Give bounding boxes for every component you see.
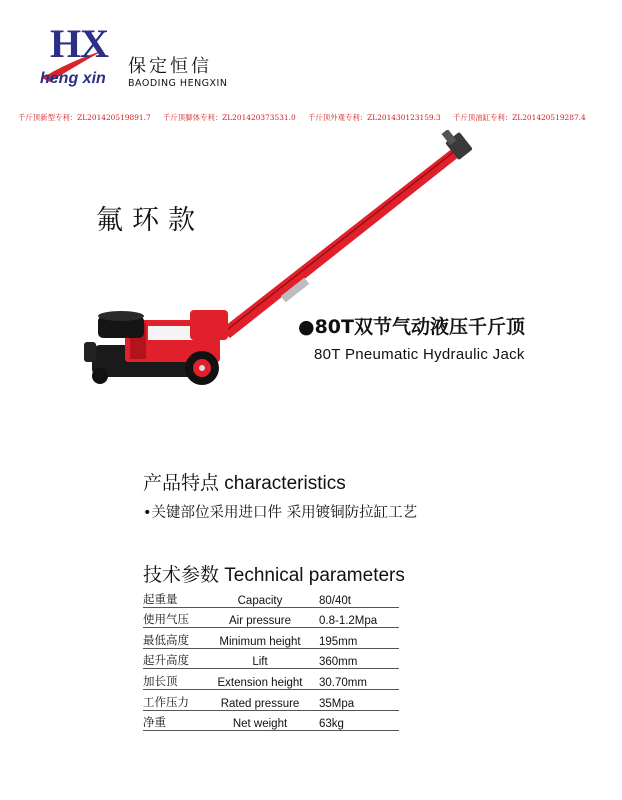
patent-item: 千斤顶新型专利：ZL201420519891.7	[18, 113, 151, 122]
table-row	[143, 689, 399, 710]
param-value: 195mm	[319, 628, 399, 649]
param-name-en: Extension height	[201, 669, 319, 690]
param-name-en: Minimum height	[201, 628, 319, 649]
param-name-cn: 起升高度	[143, 648, 201, 669]
logo-monogram: HX	[50, 21, 108, 66]
variant-label: 氟环款	[96, 205, 204, 236]
param-name-cn: 工作压力	[143, 689, 201, 710]
param-name-cn: 净重	[143, 710, 201, 731]
table-row	[143, 648, 399, 669]
param-name-en: Rated pressure	[201, 689, 319, 710]
table-row	[143, 669, 399, 690]
patent-item: 千斤顶油缸专利：ZL201420519287.4	[453, 113, 586, 122]
company-name-cn: 保定恒信	[128, 56, 212, 77]
table-row	[143, 710, 399, 731]
param-name-cn: 最低高度	[143, 628, 201, 649]
param-name-en: Lift	[201, 648, 319, 669]
patent-list	[18, 112, 618, 123]
parameters-table	[143, 587, 399, 731]
jack-handle	[220, 130, 473, 338]
param-name-en: Air pressure	[201, 607, 319, 628]
table-row	[143, 628, 399, 649]
param-name-cn: 加长顶	[143, 669, 201, 690]
param-name-en: Net weight	[201, 710, 319, 731]
feature-item: •关键部位采用进口件 采用镀铜防拉缸工艺	[143, 505, 418, 521]
characteristics-heading: 产品特点 characteristics	[143, 473, 346, 494]
logo-wordmark: heng xin	[40, 70, 106, 87]
company-name-en: BAODING HENGXIN	[128, 78, 228, 89]
table-row	[143, 607, 399, 628]
patent-item: 千斤顶外观专利：ZL201430123159.3	[308, 113, 441, 122]
parameters-heading: 技术参数 Technical parameters	[143, 565, 405, 586]
param-name-cn: 起重量	[143, 587, 201, 607]
param-name-en: Capacity	[201, 587, 319, 607]
param-value: 0.8-1.2Mpa	[319, 607, 399, 628]
param-value: 360mm	[319, 648, 399, 669]
param-value: 35Mpa	[319, 689, 399, 710]
param-value: 80/40t	[319, 587, 399, 607]
product-title-en: 80T Pneumatic Hydraulic Jack	[314, 346, 525, 363]
param-name-cn: 使用气压	[143, 607, 201, 628]
param-value: 63kg	[319, 710, 399, 731]
table-row	[143, 587, 399, 607]
param-value: 30.70mm	[319, 669, 399, 690]
product-title-cn: ●80T双节气动液压千斤顶	[298, 316, 525, 338]
patent-item: 千斤顶脚体专利：ZL201420373531.0	[163, 113, 296, 122]
